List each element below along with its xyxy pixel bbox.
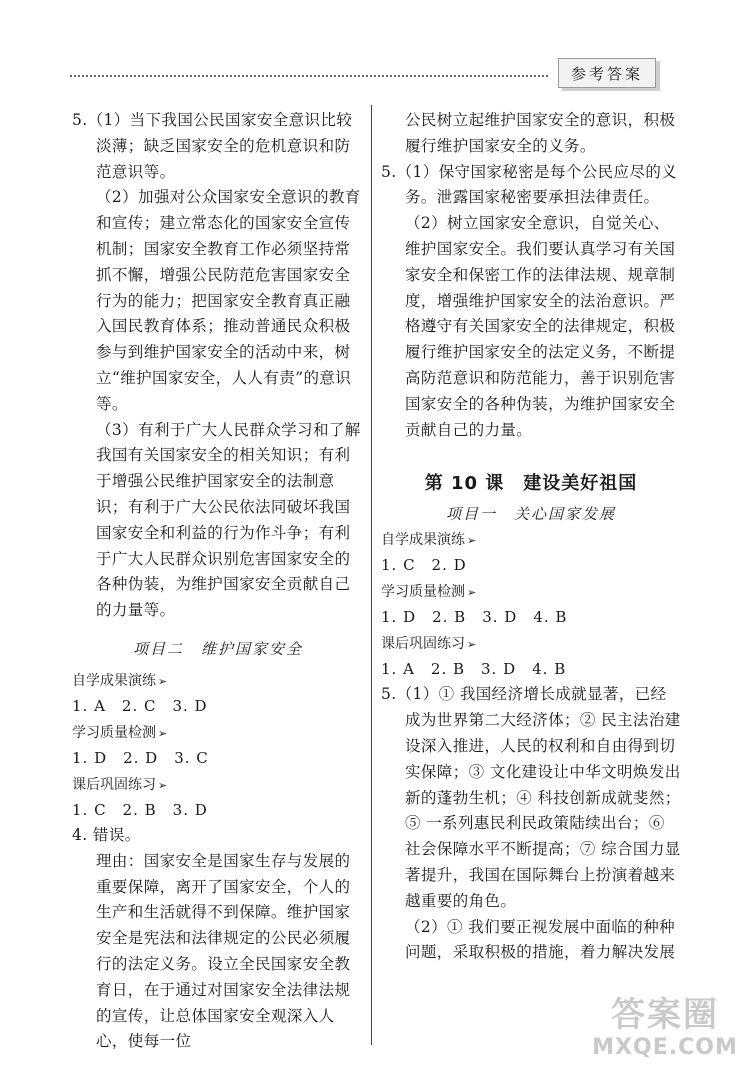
section-label-self-study: 自学成果演练 ➢ xyxy=(72,672,168,689)
section-label-review: 课后巩固练习 ➢ xyxy=(72,776,168,793)
q5-answer-part2: （2）加强对公众国家安全意识的教育和宣传；建立常态化的国家安全宣传机制；国家安全教育工作必须坚持常抓不懈，增强公民防范危害国家安全行为的能力；把国家安全教育真正融入国民教育体系；推动普通民众积极参与到维护国家安全的活动中来，树立“维护国家安全，人人有责”的意识等。 xyxy=(96,188,361,413)
q5-answer-part3: （3）有利于广大人民群众学习和了解我国有关国家安全的相关知识；有利于增强公民维护国家安全的法制意识；有利于广大公民依法同破坏我国国家安全和利益的行为作斗争；有利于广大人民群众识别危害国家安全的各种伪装，为维护国家安全贡献自己的力量等。 xyxy=(96,420,361,620)
q5-answer-part1: 5.（1）当下我国公民国家安全意识比较淡薄；缺乏国家安全的危机意识和防范意识等。 xyxy=(72,111,353,181)
q5-answer-part1: 5.（1）保守国家秘密是每个公民应尽的义务。泄露国家秘密要承担法律责任。 xyxy=(381,162,678,207)
q5-answer-part2: （2）树立国家安全意识，自觉关心、维护国家安全。我们要认真学习有关国家安全和保密工作的法律法规、规章制度，增强维护国家安全的法治意识。严格遵守有关国家安全的法律规定，积极履行维护国家安全的法定义务，不断提高防范意识和防范能力，善于识别危害国家安全的各种伪装，为维护国家安全贡献自己的力量。 xyxy=(405,214,676,439)
answers-self-study: 1. A 2. C 3. D xyxy=(72,696,208,715)
q5-answer-part4: （2）① 我们要正视发展中面临的种种问题，采取积极的措施，着力解决发展 xyxy=(405,917,676,962)
q5-answer-part3: 5.（1）① 我国经济增长成就显著，已经成为世界第二大经济体；② 民主法治建设深入推进，人民的权利和自由得到切实保障；③ 文化建设让中华文明焕发出新的蓬勃生机；④ 科技创新成就斐然；⑤ 一系列惠民利民政策陆续出台；⑥ 社会保障水平不断提高；⑦ 综合国力显著提升，我国在国际舞台上扮演着越来越重要的角色。 xyxy=(381,685,681,910)
site-watermark xyxy=(590,995,740,1065)
column-divider xyxy=(371,105,372,1045)
section-label-quality-check: 学习质量检测 ➢ xyxy=(381,584,477,601)
left-column xyxy=(72,108,364,1055)
project-title: 项目一 关心国家发展 xyxy=(445,505,616,524)
lesson-title: 第 10 课 建设美好祖国 xyxy=(424,473,638,495)
section-label-self-study: 自学成果演练 ➢ xyxy=(381,532,477,549)
right-column xyxy=(381,108,681,966)
section-label-review: 课后巩固练习 ➢ xyxy=(381,636,477,653)
answers-review: 1. A 2. B 3. D 4. B xyxy=(381,660,567,679)
answers-quality-check: 1. D 2. D 3. C xyxy=(72,748,209,767)
answers-review: 1. C 2. B 3. D xyxy=(72,800,208,819)
header-answer-tab: 参考答案 xyxy=(558,58,656,88)
q4-label: 4. 错误。 xyxy=(72,825,141,844)
header-dotted-rule xyxy=(70,75,548,77)
answers-self-study: 1. C 2. D xyxy=(381,556,467,575)
section-label-quality-check: 学习质量检测 ➢ xyxy=(72,724,168,741)
watermark-line2: MXQE.COM xyxy=(592,1035,738,1060)
watermark-line1: 答案圈 xyxy=(611,995,719,1035)
project-title: 项目二 维护国家安全 xyxy=(132,639,303,658)
answers-quality-check: 1. D 2. B 3. D 4. B xyxy=(381,608,568,627)
continued-text: 公民树立起维护国家安全的意识，积极履行维护国家安全的义务。 xyxy=(405,111,676,155)
q4-reason: 理由：国家安全是国家生存与发展的重要保障，离开了国家安全，个人的生产和生活就得不到保障。维护国家安全是宪法和法律规定的公民必须履行的法定义务。设立全民国家安全教育日，在于通过对国家安全法律法规的宣传，让总体国家安全观深入人心，使每一位 xyxy=(96,851,351,1051)
